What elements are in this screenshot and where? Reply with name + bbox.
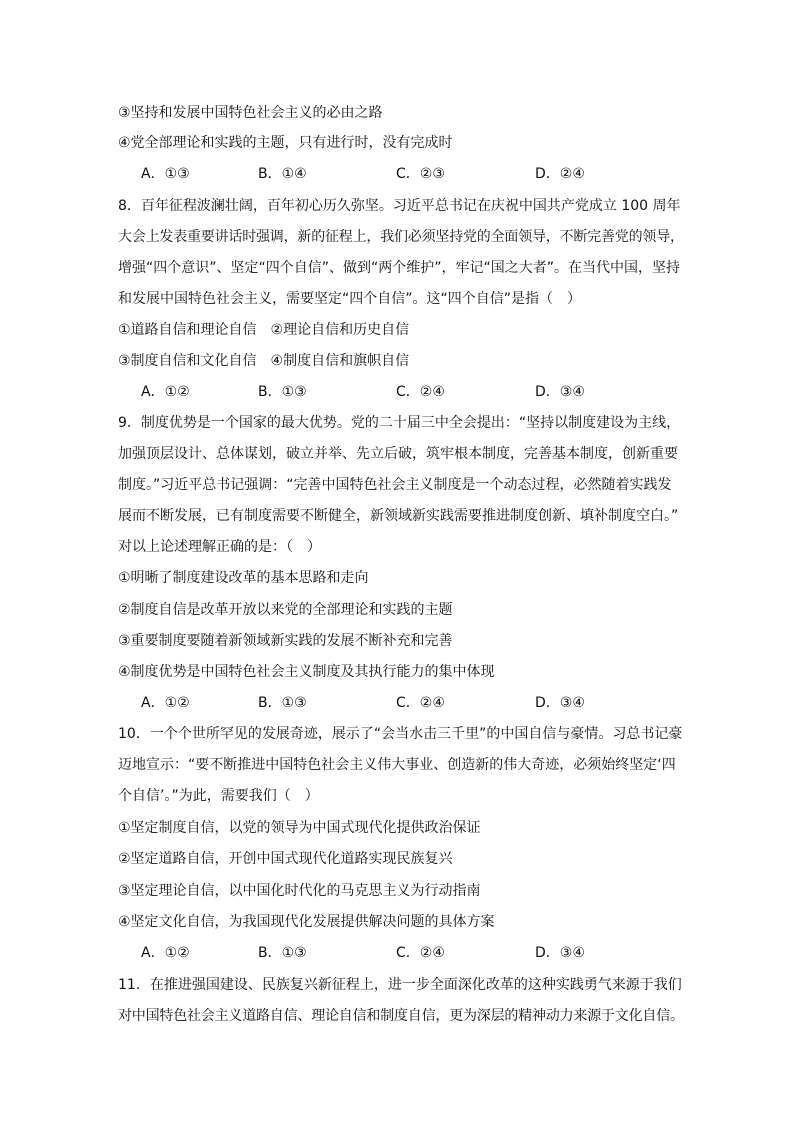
q8-stem-line: 大会上发表重要讲话时强调，新的征程上，我们必须坚持党的全面领导，不断完善党的领导， <box>118 229 684 245</box>
q9-option-a: A．①② <box>141 695 190 711</box>
q8-stem-line: 和发展中国特色社会主义，需要坚定“四个自信”。这“四个自信”是指（ ） <box>118 291 582 307</box>
q9-stem-line: 展而不断发展，已有制度需要不断健全，新领域新实践需要推进制度创新、填补制度空白。” <box>118 508 679 524</box>
q10-item-1: ①坚定制度自信，以党的领导为中国式现代化提供政治保证 <box>118 820 481 836</box>
q9-stem-line: 9．制度优势是一个国家的最大优势。党的二十届三中全会提出：“坚持以制度建设为主线， <box>118 415 681 431</box>
q8-option-b: B．①③ <box>258 384 307 400</box>
q7-option-d: D．②④ <box>535 166 585 182</box>
q8-option-c: C．②④ <box>396 384 445 400</box>
q8-stem-line: 8．百年征程波澜壮阔，百年初心历久弥坚。习近平总书记在庆祝中国共产党成立 100 周年 <box>118 198 681 214</box>
q10-item-4: ④坚定文化自信，为我国现代化发展提供解决问题的具体方案 <box>118 914 495 930</box>
q9-item-2: ②制度自信是改革开放以来党的全部理论和实践的主题 <box>118 602 453 618</box>
q10-option-c: C．②④ <box>396 945 445 961</box>
q9-item-4: ④制度优势是中国特色社会主义制度及其执行能力的集中体现 <box>118 664 495 680</box>
q8-option-a: A．①② <box>141 384 190 400</box>
q9-item-1: ①明晰了制度建设改革的基本思路和走向 <box>118 570 369 586</box>
q10-stem-line: 10．一个个世所罕见的发展奇迹，展示了“会当水击三千里”的中国自信与豪情。习总书记豪 <box>118 726 683 742</box>
q9-stem-line: 对以上论述理解正确的是：（ ） <box>118 539 321 555</box>
q8-option-d: D．③④ <box>535 384 585 400</box>
q11-stem-line: 对中国特色社会主义道路自信、理论自信和制度自信，更为深层的精神动力来源于文化自信。 <box>118 1008 684 1024</box>
q9-item-3: ③重要制度要随着新领域新实践的发展不断补充和完善 <box>118 633 453 649</box>
q11-stem-line: 11．在推进强国建设、民族复兴新征程上，进一步全面深化改革的这种实践勇气来源于我们 <box>118 977 682 993</box>
q10-item-2: ②坚定道路自信，开创中国式现代化道路实现民族复兴 <box>118 851 453 867</box>
q10-item-3: ③坚定理论自信，以中国化时代化的马克思主义为行动指南 <box>118 883 481 899</box>
q9-option-b: B．①③ <box>258 695 307 711</box>
q9-option-c: C．②④ <box>396 695 445 711</box>
q7-option-c: C．②③ <box>396 166 445 182</box>
q10-option-d: D．③④ <box>535 945 585 961</box>
q7-item-3: ③坚持和发展中国特色社会主义的必由之路 <box>118 105 383 121</box>
q9-stem-line: 加强顶层设计、总体谋划，破立并举、先立后破，筑牢根本制度，完善基本制度，创新重要 <box>118 446 678 462</box>
q8-items-1-2: ①道路自信和理论自信 ②理论自信和历史自信 <box>118 322 410 338</box>
q10-stem-line: 个自信’。”为此，需要我们（ ） <box>118 788 319 804</box>
q10-option-b: B．①③ <box>258 945 307 961</box>
q7-option-b: B．①④ <box>258 166 307 182</box>
q10-stem-line: 迈地宣示：“要不断推进中国特色社会主义伟大事业、创造新的伟大奇迹，必须始终坚定‘四 <box>118 757 676 773</box>
q9-stem-line: 制度。”习近平总书记强调：“完善中国特色社会主义制度是一个动态过程，必然随着实践发 <box>118 477 672 493</box>
q8-stem-line: 增强“四个意识”、坚定“四个自信”、做到“两个维护”，牢记“国之大者”。在当代中国，坚持 <box>118 260 681 276</box>
q7-option-a: A．①③ <box>141 166 190 182</box>
q7-item-4: ④党全部理论和实践的主题，只有进行时，没有完成时 <box>118 135 453 151</box>
q9-option-d: D．③④ <box>535 695 585 711</box>
q10-option-a: A．①② <box>141 945 190 961</box>
q8-items-3-4: ③制度自信和文化自信 ④制度自信和旗帜自信 <box>118 353 410 369</box>
